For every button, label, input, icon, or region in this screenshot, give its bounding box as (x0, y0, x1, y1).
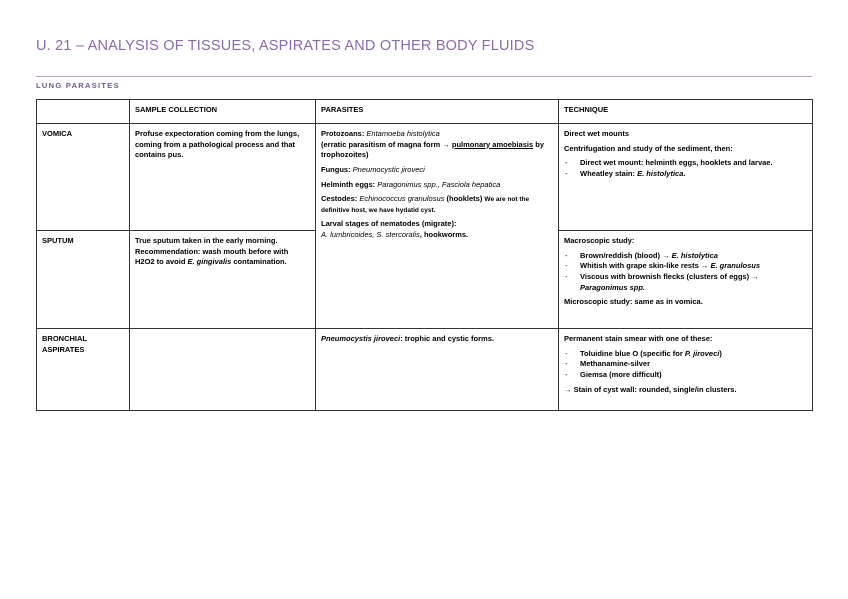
protozoa-entry: Protozoans: Entamoeba histolytica (erratic parasitism of magna form → pulmonary amoebiasis by trophozoites) (321, 129, 544, 160)
row-label-sputum: SPUTUM (37, 231, 130, 329)
parasites-table (36, 99, 813, 411)
header-sample-collection: SAMPLE COLLECTION (130, 100, 316, 124)
list-item: - Methanamine-silver (564, 359, 807, 370)
list-item: - Whitish with grape skin-like rests → E. granulosus (564, 261, 807, 272)
title-rule (36, 76, 812, 77)
sputum-sample: True sputum taken in the early morning. Recommendation: wash mouth before with H2O2 to avoid E. gingivalis contamination. (130, 231, 316, 329)
vomica-technique: Direct wet mounts Centrifugation and study of the sediment, then: - Direct wet mount: helminth eggs, hooklets and larvae. - Wheatley stain: E. histolytica. (559, 124, 813, 231)
larval-entry: Larval stages of nematodes (migrate): A. lumbricoides, S. stercoralis, hookworms. (321, 219, 469, 240)
vomica-technique-list (564, 158, 807, 179)
bronchial-parasites: Pneumocystis jiroveci: trophic and cystic forms. (316, 329, 559, 411)
list-item: - Viscous with brownish flecks (clusters of eggs) → Paragonimus spp. (564, 272, 807, 293)
bronchial-technique-list (564, 349, 807, 381)
page-title: U. 21 – ANALYSIS OF TISSUES, ASPIRATES AND OTHER BODY FLUIDS (36, 38, 535, 54)
header-technique: TECHNIQUE (559, 100, 813, 124)
parasites-cell (316, 124, 559, 329)
bronchial-sample (130, 329, 316, 411)
row-label-vomica: VOMICA (37, 124, 130, 231)
table-header-row (37, 100, 813, 124)
cestodes-entry: Cestodes: Echinococcus granulosus (hooklets) We are not the definitive host, we have hydatid cyst. (321, 194, 530, 214)
row-label-bronchial: BRONCHIAL ASPIRATES (37, 329, 130, 411)
header-cell-empty (37, 100, 130, 124)
list-item: - Toluidine blue O (specific for P. jiroveci) (564, 349, 807, 360)
table-row-bronchial (37, 329, 813, 411)
list-item: - Brown/reddish (blood) → E. histolytica (564, 251, 807, 262)
bronchial-technique: Permanent stain smear with one of these: - Toluidine blue O (specific for P. jiroveci) - Methanamine-silver - Giemsa (more difficult) → Stain of cyst wall: rounded, single/in clusters. (559, 329, 813, 411)
vomica-sample: Profuse expectoration coming from the lungs, coming from a pathological process and that contains pus. (130, 124, 316, 231)
table-row-vomica (37, 124, 813, 231)
list-item: - Giemsa (more difficult) (564, 370, 807, 381)
section-heading: LUNG PARASITES (36, 81, 120, 90)
amoebiasis-link: pulmonary amoebiasis (451, 139, 534, 149)
header-parasites: PARASITES (316, 100, 559, 124)
helminth-entry: Helminth eggs: Paragonimus spp., Fasciola hepatica (321, 179, 501, 189)
fungus-entry: Fungus: Pneumocystic jiroveci (321, 164, 425, 174)
sputum-technique: Macroscopic study: - Brown/reddish (blood) → E. histolytica - Whitish with grape skin-like rests → E. granulosus - Viscous with brownish flecks (clusters of eggs) → Paragonimus spp. Microscopic study: same as in vomica. (559, 231, 813, 329)
list-item: - Direct wet mount: helminth eggs, hooklets and larvae. (564, 158, 807, 169)
sputum-technique-list (564, 251, 807, 294)
list-item: - Wheatley stain: E. histolytica. (564, 169, 807, 180)
